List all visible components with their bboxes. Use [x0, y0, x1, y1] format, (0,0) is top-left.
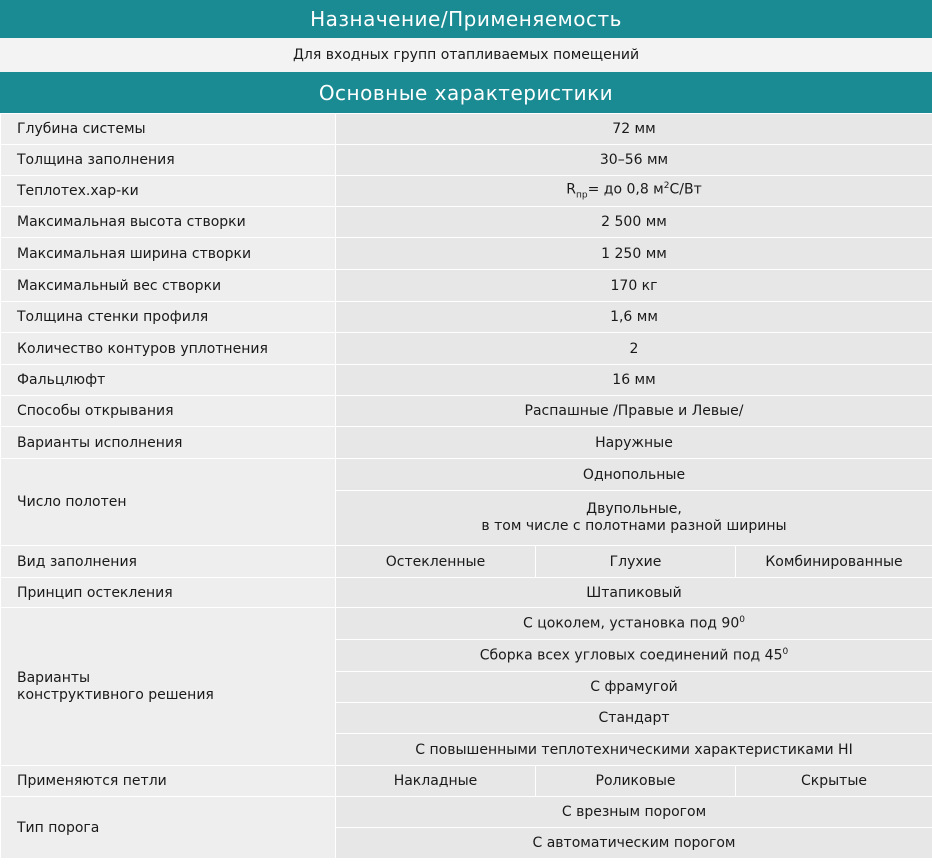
- spec-label-hinges: Применяются петли: [1, 766, 336, 797]
- spec-label-max-weight: Максимальный вес створки: [1, 270, 336, 302]
- table-row: [1, 608, 932, 640]
- spec-label-max-height: Максимальная высота створки: [1, 207, 336, 238]
- construction-plinth-degree: 0: [739, 615, 745, 626]
- spec-label-filling: Вид заполнения: [1, 546, 336, 578]
- spec-value-opening: Распашные /Правые и Левые/: [336, 396, 932, 427]
- construction-label-line1: Варианты: [17, 669, 91, 686]
- spec-value-threshold-automatic: С автоматическим порогом: [336, 828, 932, 859]
- table-row: [1, 207, 932, 238]
- construction-label-line2: конструктивного решения: [17, 686, 214, 703]
- spec-label-falzluft: Фальцлюфт: [1, 365, 336, 396]
- spec-value-hinges-roller: Роликовые: [536, 766, 736, 797]
- leaves-double-line1: Двупольные,: [586, 501, 682, 517]
- table-row: [1, 114, 932, 145]
- spec-value-filling-combined: Комбинированные: [736, 546, 932, 578]
- table-row: [1, 427, 932, 459]
- table-row: [1, 396, 932, 427]
- spec-label-thermal: Теплотех.хар-ки: [1, 176, 336, 207]
- spec-value-wall-thickness: 1,6 мм: [336, 302, 932, 333]
- spec-label-depth: Глубина системы: [1, 114, 336, 145]
- thermal-square-superscript: 2: [663, 181, 670, 192]
- spec-value-fill-thickness: 30–56 мм: [336, 145, 932, 176]
- table-row: [1, 176, 932, 207]
- table-row: [1, 766, 932, 797]
- table-row: [1, 459, 932, 491]
- spec-label-leaves: Число полотен: [1, 459, 336, 546]
- spec-value-max-height: 2 500 мм: [336, 207, 932, 238]
- spec-label-seal-contours: Количество контуров уплотнения: [1, 333, 336, 365]
- thermal-r-symbol: R: [566, 181, 576, 198]
- spec-value-construction-standard: Стандарт: [336, 703, 932, 734]
- table-row: [1, 270, 932, 302]
- spec-label-construction: [1, 608, 336, 766]
- spec-value-glazing: Штапиковый: [336, 578, 932, 608]
- thermal-r-subscript: пр: [575, 190, 588, 201]
- spec-value-filling-blind: Глухие: [536, 546, 736, 578]
- thermal-unit: С/Вт: [669, 181, 702, 198]
- spec-value-threshold-inset: С врезным порогом: [336, 797, 932, 828]
- spec-label-threshold: Тип порога: [1, 797, 336, 859]
- spec-value-thermal: [336, 176, 932, 207]
- spec-label-wall-thickness: Толщина стенки профиля: [1, 302, 336, 333]
- spec-value-leaves-double: [336, 491, 932, 546]
- table-row: [1, 578, 932, 608]
- spec-value-construction-corners: [336, 640, 932, 672]
- spec-value-depth: 72 мм: [336, 114, 932, 145]
- spec-label-opening: Способы открывания: [1, 396, 336, 427]
- spec-value-falzluft: 16 мм: [336, 365, 932, 396]
- spec-label-max-width: Максимальная ширина створки: [1, 238, 336, 270]
- spec-label-execution: Варианты исполнения: [1, 427, 336, 459]
- spec-value-max-width: 1 250 мм: [336, 238, 932, 270]
- spec-value-execution: Наружные: [336, 427, 932, 459]
- spec-value-construction-plinth: [336, 608, 932, 640]
- spec-value-construction-hi: С повышенными теплотехническими характеристиками HI: [336, 734, 932, 766]
- purpose-text: Для входных групп отапливаемых помещений: [0, 38, 932, 72]
- spec-value-leaves-single: Однопольные: [336, 459, 932, 491]
- construction-corners-text: Сборка всех угловых соединений под 45: [479, 647, 783, 664]
- specs-table: [0, 113, 932, 859]
- spec-value-hinges-hidden: Скрытые: [736, 766, 932, 797]
- table-row: [1, 145, 932, 176]
- table-row: [1, 797, 932, 828]
- thermal-value-text: = до 0,8 м: [587, 181, 664, 198]
- spec-label-glazing: Принцип остекления: [1, 578, 336, 608]
- spec-value-construction-transom: С фрамугой: [336, 672, 932, 703]
- spec-label-fill-thickness: Толщина заполнения: [1, 145, 336, 176]
- spec-value-seal-contours: 2: [336, 333, 932, 365]
- construction-plinth-text: С цоколем, установка под 90: [523, 615, 740, 632]
- table-row: [1, 365, 932, 396]
- purpose-header: Назначение/Применяемость: [0, 0, 932, 38]
- spec-value-filling-glazed: Остекленные: [336, 546, 536, 578]
- table-row: [1, 333, 932, 365]
- table-row: [1, 546, 932, 578]
- spec-value-hinges-surface: Накладные: [336, 766, 536, 797]
- table-row: [1, 302, 932, 333]
- leaves-double-line2: в том числе с полотнами разной ширины: [481, 518, 787, 534]
- spec-value-max-weight: 170 кг: [336, 270, 932, 302]
- construction-corners-degree: 0: [782, 647, 789, 658]
- table-row: [1, 238, 932, 270]
- characteristics-header: Основные характеристики: [0, 72, 932, 113]
